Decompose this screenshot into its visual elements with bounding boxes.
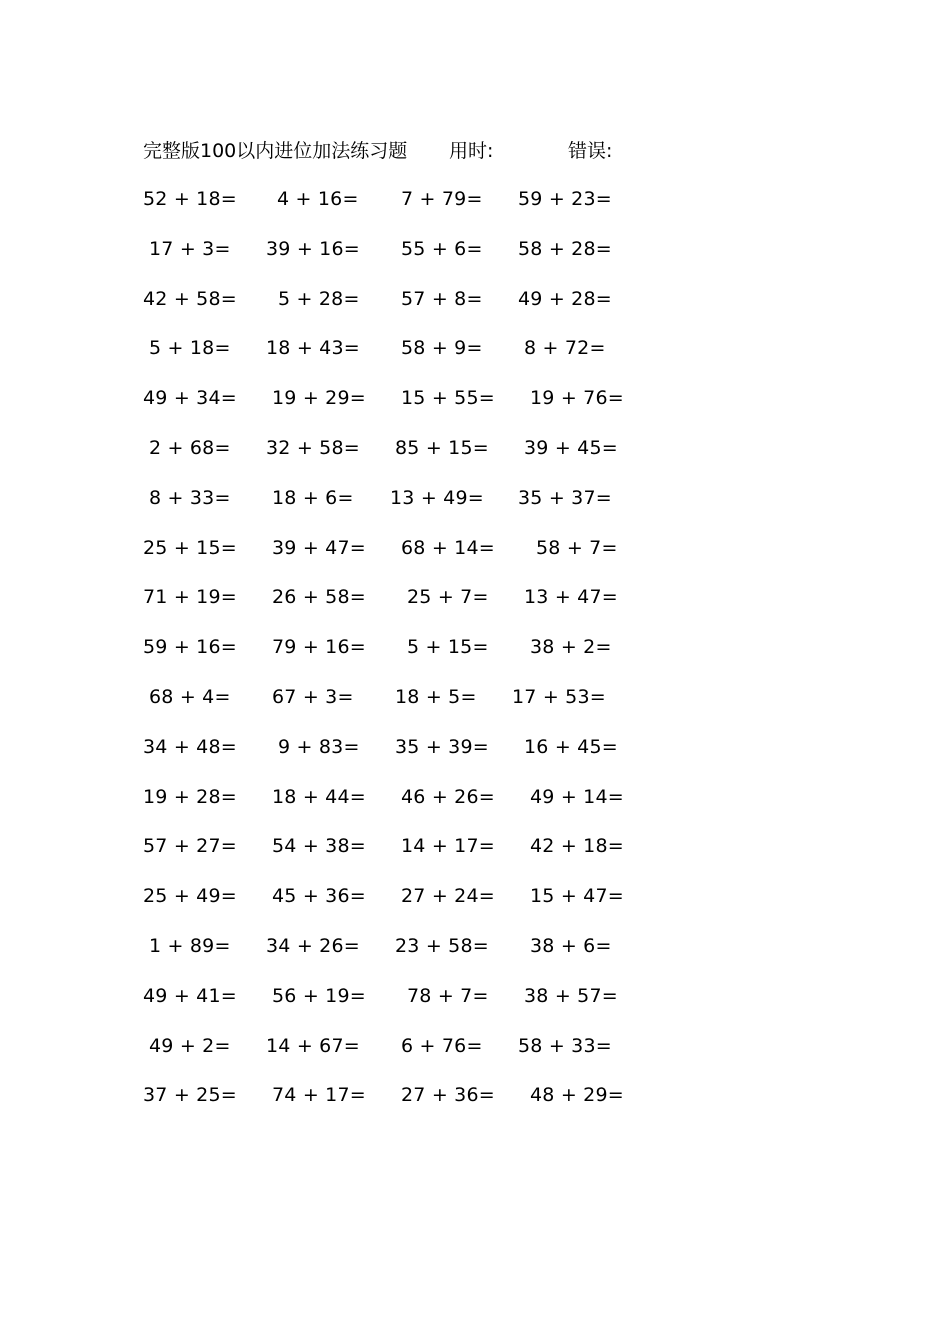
addition-problem: 57 + 27= bbox=[143, 835, 237, 857]
addition-problem: 71 + 19= bbox=[143, 586, 237, 608]
addition-problem: 27 + 36= bbox=[401, 1084, 495, 1106]
addition-problem: 17 + 53= bbox=[512, 686, 606, 708]
addition-problem: 52 + 18= bbox=[143, 188, 237, 210]
addition-problem: 18 + 44= bbox=[272, 786, 366, 808]
addition-problem: 55 + 6= bbox=[401, 238, 483, 260]
worksheet-title: 完整版100以内进位加法练习题 bbox=[143, 140, 408, 162]
addition-problem: 5 + 15= bbox=[407, 636, 489, 658]
addition-problem: 23 + 58= bbox=[395, 935, 489, 957]
addition-problem: 79 + 16= bbox=[272, 636, 366, 658]
addition-problem: 35 + 37= bbox=[518, 487, 612, 509]
addition-problem: 58 + 28= bbox=[518, 238, 612, 260]
addition-problem: 9 + 83= bbox=[278, 736, 360, 758]
addition-problem: 8 + 72= bbox=[524, 337, 606, 359]
addition-problem: 16 + 45= bbox=[524, 736, 618, 758]
addition-problem: 6 + 76= bbox=[401, 1035, 483, 1057]
addition-problem: 59 + 23= bbox=[518, 188, 612, 210]
addition-problem: 35 + 39= bbox=[395, 736, 489, 758]
error-label: 错误: bbox=[568, 140, 613, 162]
addition-problem: 38 + 6= bbox=[530, 935, 612, 957]
addition-problem: 59 + 16= bbox=[143, 636, 237, 658]
addition-problem: 13 + 49= bbox=[390, 487, 484, 509]
addition-problem: 34 + 48= bbox=[143, 736, 237, 758]
addition-problem: 58 + 9= bbox=[401, 337, 483, 359]
addition-problem: 49 + 41= bbox=[143, 985, 237, 1007]
addition-problem: 18 + 43= bbox=[266, 337, 360, 359]
addition-problem: 57 + 8= bbox=[401, 288, 483, 310]
addition-problem: 25 + 15= bbox=[143, 537, 237, 559]
addition-problem: 4 + 16= bbox=[277, 188, 359, 210]
addition-problem: 78 + 7= bbox=[407, 985, 489, 1007]
addition-problem: 49 + 14= bbox=[530, 786, 624, 808]
addition-problem: 5 + 18= bbox=[149, 337, 231, 359]
addition-problem: 39 + 16= bbox=[266, 238, 360, 260]
addition-problem: 1 + 89= bbox=[149, 935, 231, 957]
addition-problem: 58 + 7= bbox=[536, 537, 618, 559]
addition-problem: 45 + 36= bbox=[272, 885, 366, 907]
addition-problem: 18 + 6= bbox=[272, 487, 354, 509]
addition-problem: 34 + 26= bbox=[266, 935, 360, 957]
addition-problem: 38 + 57= bbox=[524, 985, 618, 1007]
worksheet-header bbox=[0, 136, 950, 166]
addition-problem: 18 + 5= bbox=[395, 686, 477, 708]
addition-problem: 25 + 7= bbox=[407, 586, 489, 608]
addition-problem: 17 + 3= bbox=[149, 238, 231, 260]
addition-problem: 58 + 33= bbox=[518, 1035, 612, 1057]
addition-problem: 7 + 79= bbox=[401, 188, 483, 210]
addition-problem: 48 + 29= bbox=[530, 1084, 624, 1106]
addition-problem: 39 + 45= bbox=[524, 437, 618, 459]
addition-problem: 25 + 49= bbox=[143, 885, 237, 907]
addition-problem: 49 + 28= bbox=[518, 288, 612, 310]
addition-problem: 5 + 28= bbox=[278, 288, 360, 310]
addition-problem: 67 + 3= bbox=[272, 686, 354, 708]
addition-problem: 15 + 47= bbox=[530, 885, 624, 907]
addition-problem: 14 + 17= bbox=[401, 835, 495, 857]
addition-problem: 49 + 2= bbox=[149, 1035, 231, 1057]
addition-problem: 42 + 58= bbox=[143, 288, 237, 310]
addition-problem: 54 + 38= bbox=[272, 835, 366, 857]
addition-problem: 19 + 76= bbox=[530, 387, 624, 409]
addition-problem: 19 + 28= bbox=[143, 786, 237, 808]
addition-problem: 39 + 47= bbox=[272, 537, 366, 559]
addition-problem: 74 + 17= bbox=[272, 1084, 366, 1106]
addition-problem: 2 + 68= bbox=[149, 437, 231, 459]
addition-problem: 14 + 67= bbox=[266, 1035, 360, 1057]
addition-problem: 46 + 26= bbox=[401, 786, 495, 808]
addition-problem: 19 + 29= bbox=[272, 387, 366, 409]
time-label: 用时: bbox=[449, 140, 494, 162]
addition-problem: 15 + 55= bbox=[401, 387, 495, 409]
addition-problem: 56 + 19= bbox=[272, 985, 366, 1007]
addition-problem: 8 + 33= bbox=[149, 487, 231, 509]
addition-problem: 13 + 47= bbox=[524, 586, 618, 608]
addition-problem: 37 + 25= bbox=[143, 1084, 237, 1106]
addition-problem: 26 + 58= bbox=[272, 586, 366, 608]
addition-problem: 27 + 24= bbox=[401, 885, 495, 907]
addition-problem: 85 + 15= bbox=[395, 437, 489, 459]
addition-problem: 38 + 2= bbox=[530, 636, 612, 658]
addition-problem: 68 + 14= bbox=[401, 537, 495, 559]
addition-problem: 42 + 18= bbox=[530, 835, 624, 857]
addition-problem: 32 + 58= bbox=[266, 437, 360, 459]
addition-problem: 68 + 4= bbox=[149, 686, 231, 708]
addition-problem: 49 + 34= bbox=[143, 387, 237, 409]
